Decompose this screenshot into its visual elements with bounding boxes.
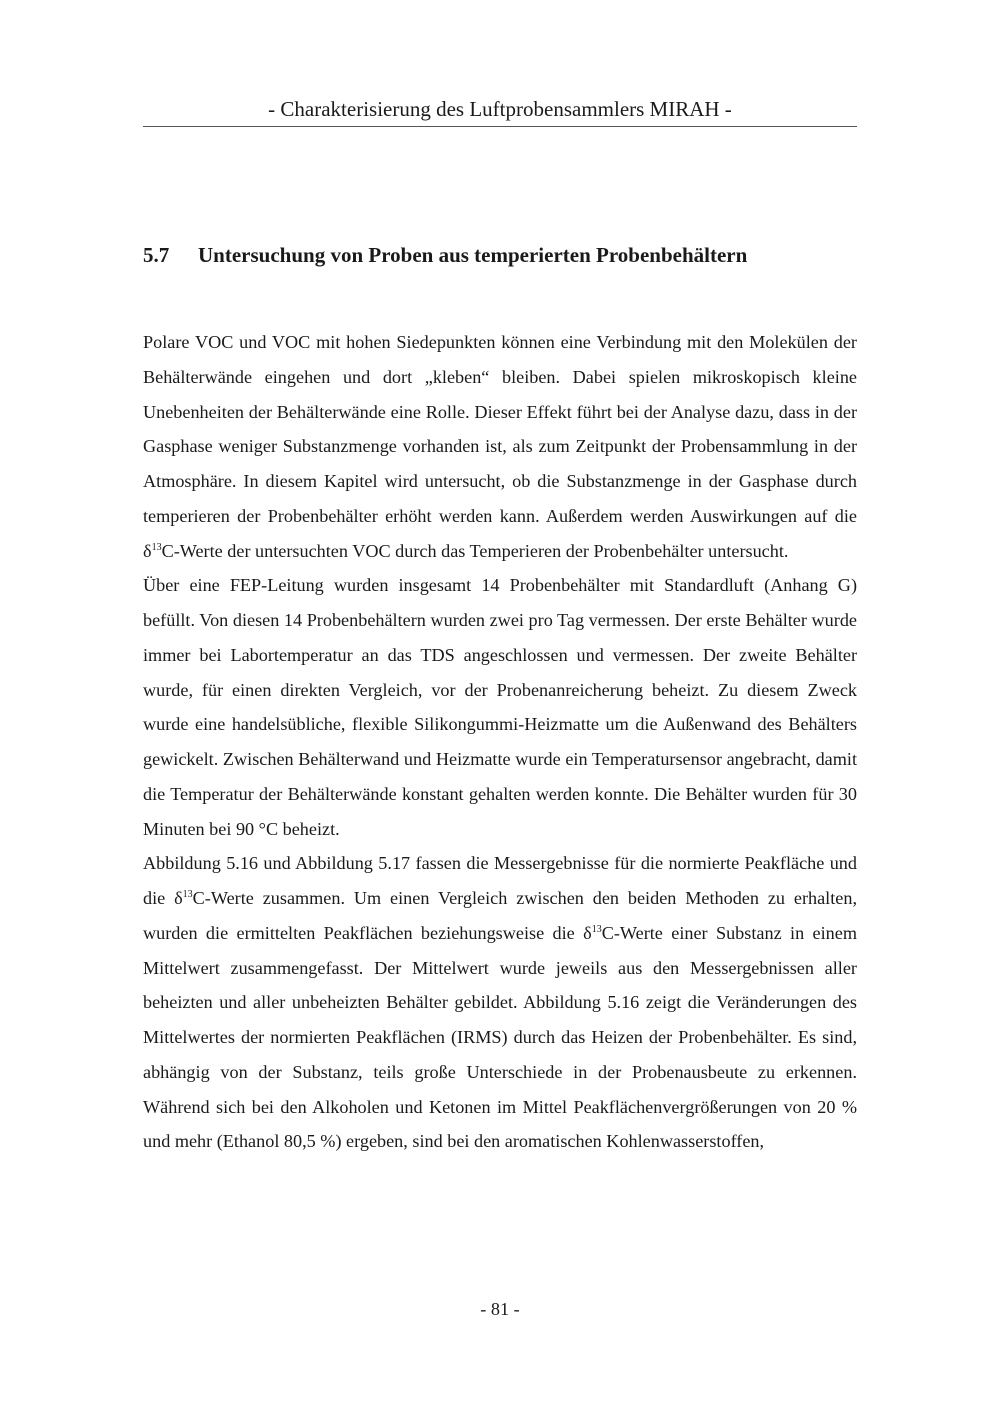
paragraph-results-part-1: Abbildung 5.16 und Abbildung 5.17 fassen die Messergebnisse für die normierte Peakfläche und die δ	[143, 853, 857, 908]
paragraph-intro-part-2: C-Werte der untersuchten VOC durch das Temperieren der Probenbehälter untersucht.	[161, 540, 789, 561]
isotope-superscript: 13	[591, 923, 602, 935]
section-heading	[143, 240, 857, 270]
paragraph-intro-part-1: Polare VOC und VOC mit hohen Siedepunkten können eine Verbindung mit den Molekülen der Behälterwände eingehen und dort „kleben“ bleiben. Dabei spielen mikroskopisch kleine Unebenheiten der Behälterwände eine Rolle. Dieser Effekt führt bei der Analyse dazu, dass in der Gasphase weniger Substanzmenge vorhanden ist, als zum Zeitpunkt der Probensammlung in der Atmosphäre. In diesem Kapitel wird untersucht, ob die Substanzmenge in der Gasphase durch temperieren der Probenbehälter erhöht werden kann. Außerdem werden Auswirkungen auf die δ	[143, 332, 857, 561]
paragraph-results	[143, 846, 857, 1159]
paragraph-intro	[143, 325, 857, 568]
section-title: Untersuchung von Proben aus temperierten Probenbehältern	[198, 243, 748, 267]
paragraph-results-part-2: C-Werte zusammen. Um einen Vergleich zwischen den beiden Methoden zu erhalten, wurden die ermittelten Peakflächen beziehungsweise die δ	[143, 888, 857, 943]
page-number: - 81 -	[480, 1299, 520, 1319]
paragraph-method: Über eine FEP-Leitung wurden insgesamt 14 Probenbehälter mit Standardluft (Anhang G) befüllt. Von diesen 14 Probenbehältern wurden zwei pro Tag vermessen. Der erste Behälter wurde immer bei Labortemperatur an das TDS angeschlossen und vermessen. Der zweite Behälter wurde, für einen direkten Vergleich, vor der Probenanreicherung beheizt. Zu diesem Zweck wurde eine handelsübliche, flexible Silikongummi-Heizmatte um die Außenwand des Behälters gewickelt. Zwischen Behälterwand und Heizmatte wurde ein Temperatursensor angebracht, damit die Temperatur der Behälterwände konstant gehalten werden konnte. Die Behälter wurden für 30 Minuten bei 90 °C beheizt.	[143, 575, 857, 839]
running-header-title: - Charakterisierung des Luftprobensammlers MIRAH -	[268, 97, 732, 121]
isotope-superscript: 13	[182, 889, 193, 900]
running-header	[143, 94, 857, 127]
isotope-superscript: 13	[151, 541, 162, 553]
body-text	[143, 325, 857, 1159]
paragraph-results-part-3: C-Werte einer Substanz in einem Mittelwert zusammengefasst. Der Mittelwert wurde jeweils aus den Messergebnissen aller beheizten und aller unbeheizten Behälter gebildet. Abbildung 5.16 zeigt die Veränderungen des Mittelwertes der normierten Peakflächen (IRMS) durch das Heizen der Probenbehälter. Es sind, abhängig von der Substanz, teils große Unterschiede in der Probenausbeute zu erkennen. Während sich bei den Alkoholen und Ketonen im Mittel Peakflächenvergrößerungen von 20 % und mehr (Ethanol 80,5 %) ergeben, sind bei den aromatischen Kohlenwasserstoffen,	[143, 922, 857, 1152]
section-number: 5.7	[143, 243, 170, 267]
